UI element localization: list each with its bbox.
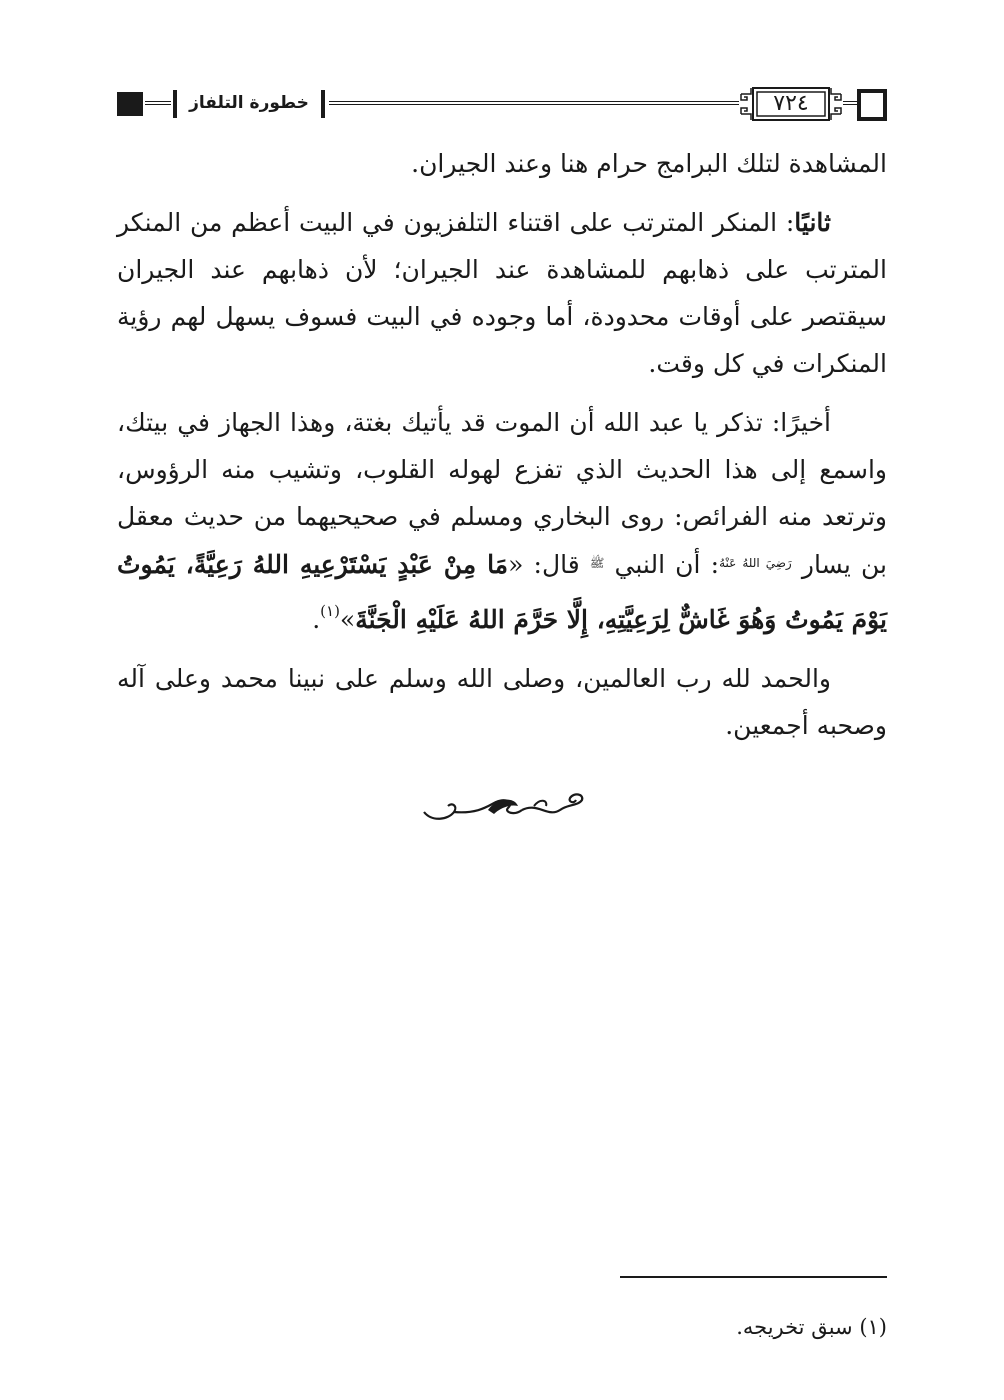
footnote-reference: (١) bbox=[320, 602, 340, 620]
header-rule-middle bbox=[329, 101, 739, 105]
paragraph-text: : أن النبي bbox=[614, 550, 720, 579]
paragraph-finally bbox=[117, 399, 887, 643]
point-lead-word: ثانيًا bbox=[794, 208, 831, 237]
running-title: خطورة التلفاز bbox=[189, 93, 309, 113]
hadith-quote: مَا مِنْ عَبْدٍ يَسْتَرْعِيهِ اللهُ رَعِيَّةً، يَمُوتُ يَوْمَ يَمُوتُ وَهُوَ غَاشٌّ لِرَعِيَّتِهِ، إِلَّا حَرَّمَ اللهُ عَلَيْهِ الْجَنَّةَ bbox=[117, 550, 887, 634]
header-bar bbox=[173, 90, 177, 118]
paragraph-continuation: المشاهدة لتلك البرامج حرام هنا وعند الجيران. bbox=[411, 149, 887, 178]
page-header bbox=[115, 86, 887, 126]
header-black-block bbox=[117, 92, 143, 116]
honorific-glyph: ﷺ bbox=[589, 556, 605, 570]
sentence-end: . bbox=[312, 605, 321, 634]
honorific-glyph: رَضِيَ اللهُ عَنْهُ bbox=[719, 556, 792, 570]
paragraph-closing: والحمد لله رب العالمين، وصلى الله وسلم على نبينا محمد وعلى آله وصحبه أجمعين. bbox=[117, 664, 887, 740]
header-rule-left bbox=[145, 101, 171, 105]
page-number: ٧٢٤ bbox=[773, 91, 809, 116]
paragraph-text: قال: « bbox=[508, 550, 580, 579]
paragraph-text: أخيرًا: تذكر يا عبد الله أن الموت قد يأتيك بغتة، وهذا الجهاز في بيتك، واسمع إلى هذا الحديث الذي تفزع لهوله القلوب، وتشيب منه الرؤوس، وترتعد منه الفرائص: روى البخاري ومسلم في صحيحيهما من حديث معقل بن يسار bbox=[117, 408, 888, 579]
header-bar bbox=[321, 90, 325, 118]
header-rule-right bbox=[843, 101, 857, 105]
footnote: (١) سبق تخريجه. bbox=[736, 1315, 887, 1339]
footnote-separator bbox=[620, 1276, 887, 1278]
paragraph-second-point bbox=[117, 199, 887, 387]
section-end-ornament-icon bbox=[418, 788, 588, 830]
page-number-frame bbox=[739, 86, 843, 122]
quote-close: » bbox=[339, 605, 356, 634]
header-square-box bbox=[857, 89, 887, 121]
paragraph-text: : المنكر المترتب على اقتناء التلفزيون في البيت أعظم من المنكر المترتب على ذهابهم للمشاهدة عند الجيران؛ لأن ذهابهم عند الجيران سيقتصر على أوقات محدودة، أما وجوده في البيت فسوف يسهل لهم رؤية المنكرات في كل وقت. bbox=[117, 208, 887, 378]
page-body bbox=[117, 140, 887, 761]
